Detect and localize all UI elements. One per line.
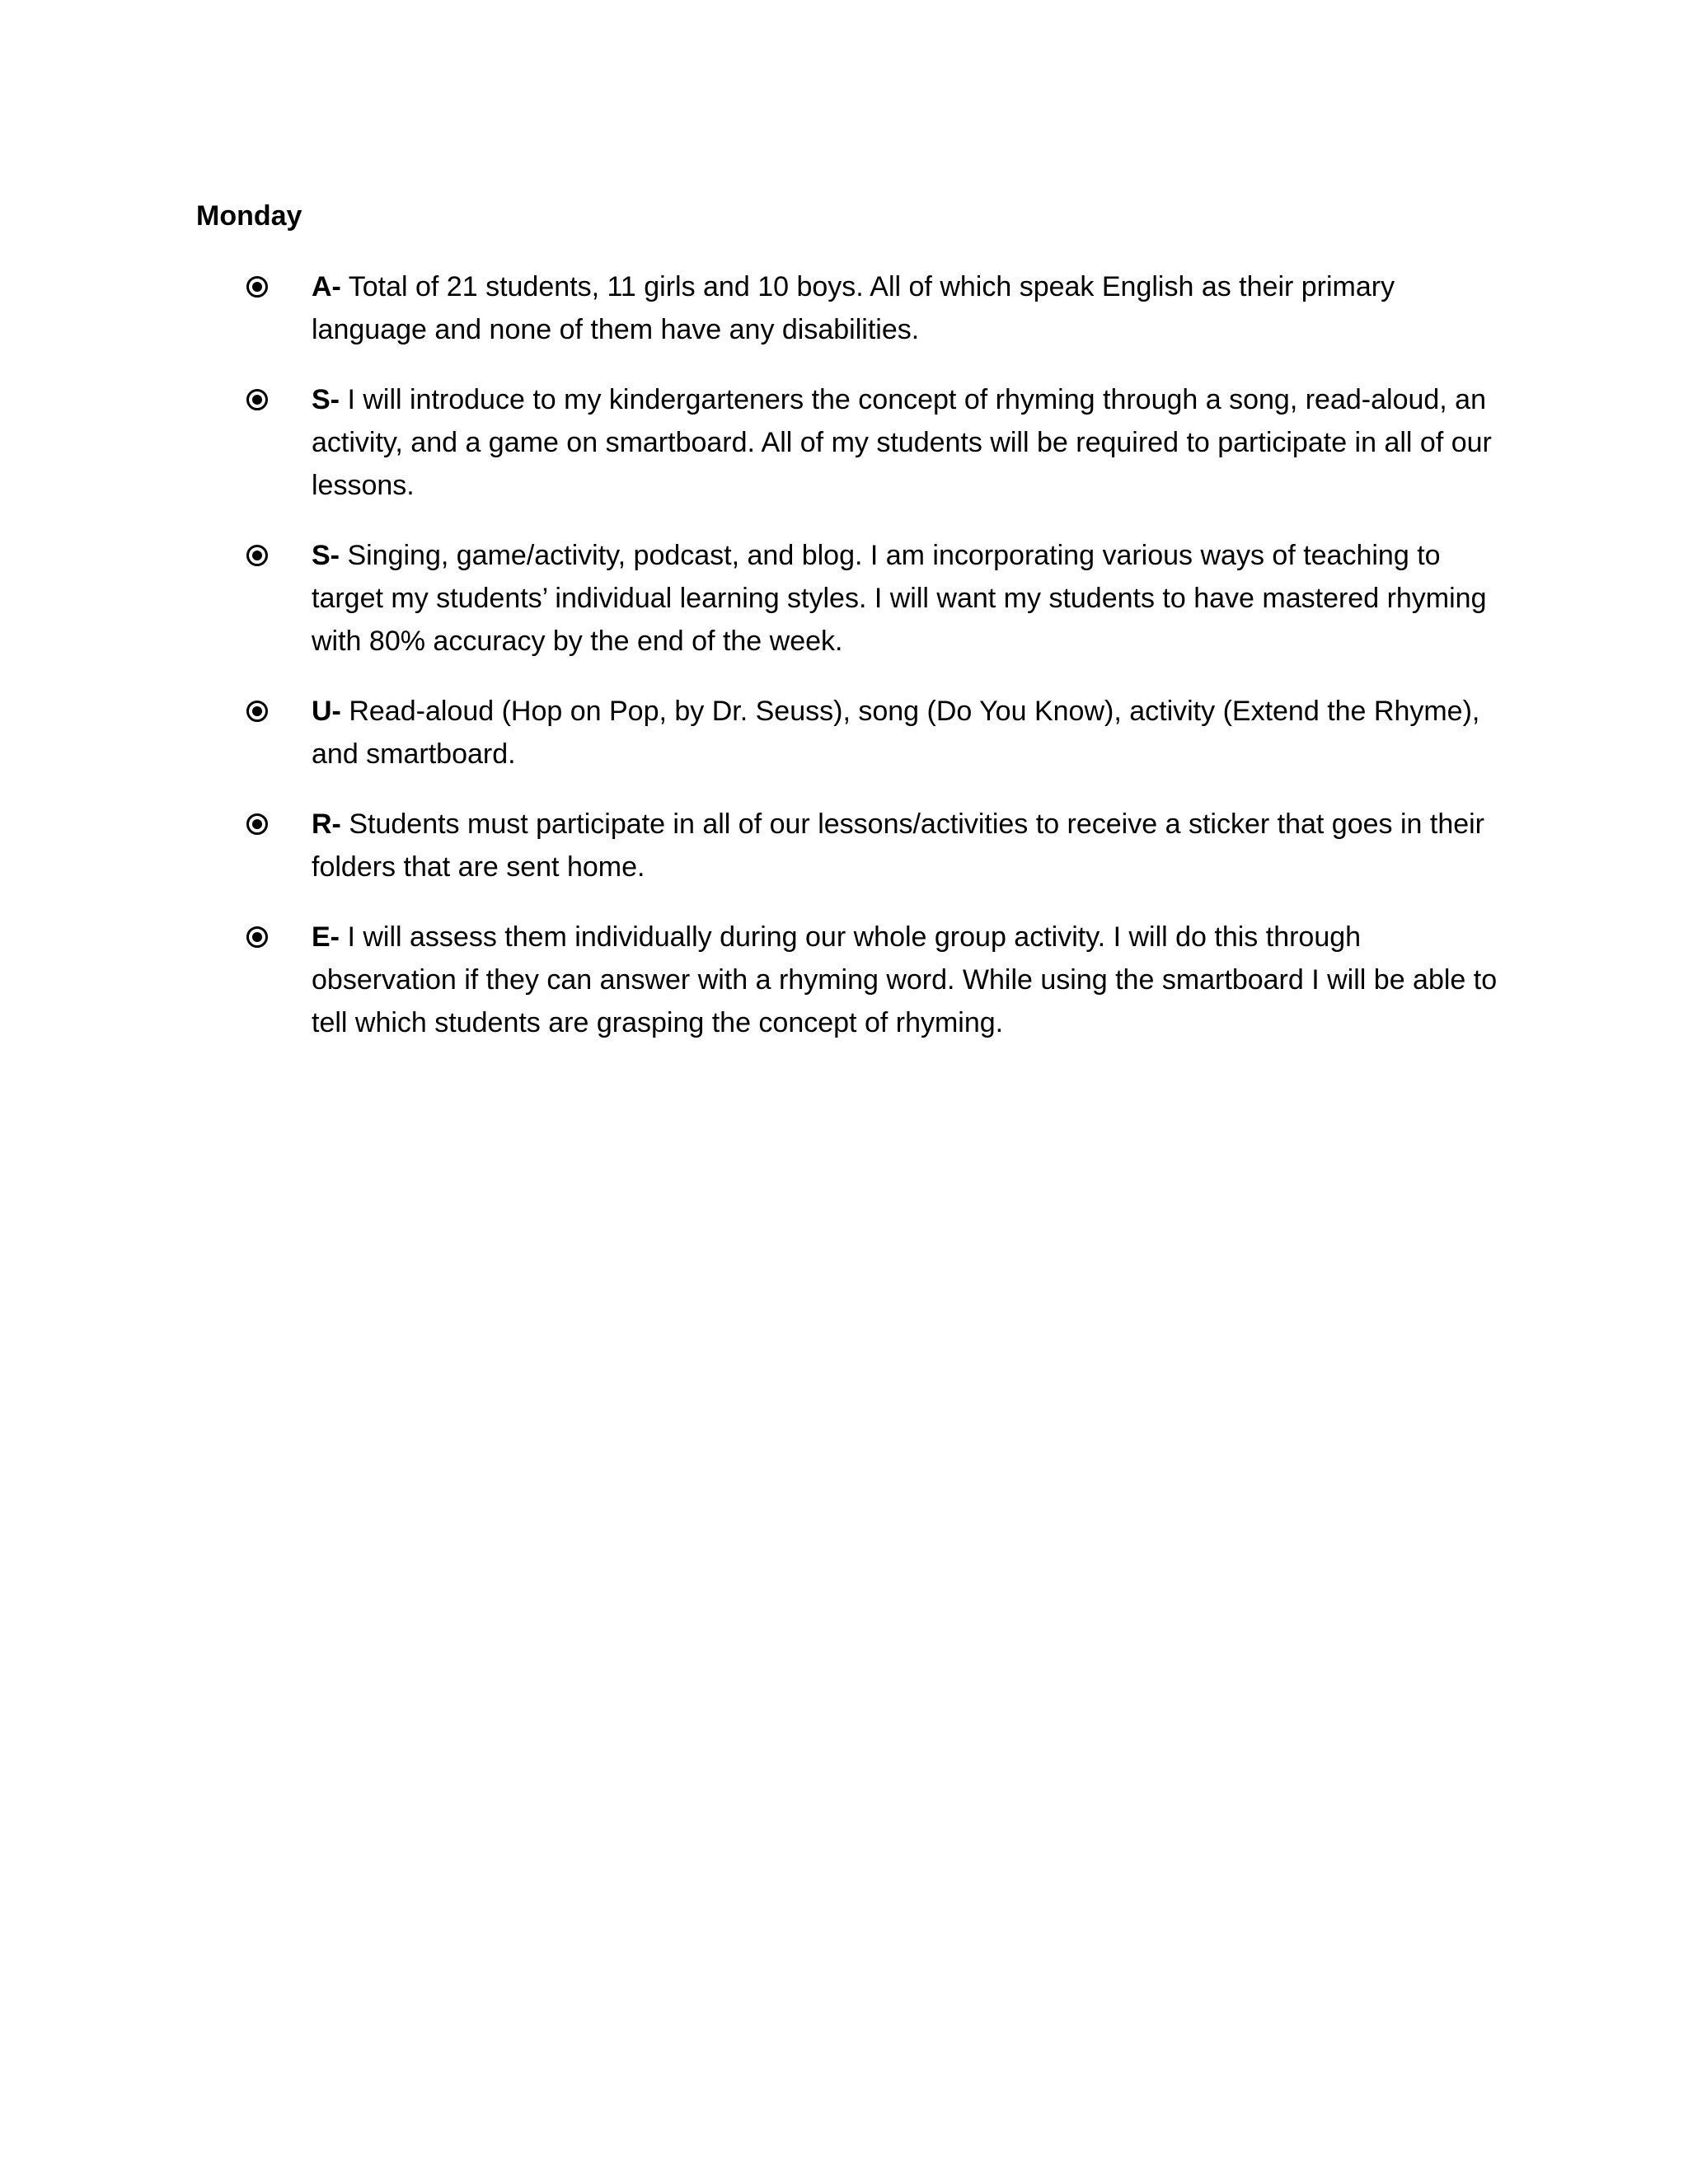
list-item-a bbox=[246, 265, 1498, 351]
list-item-text bbox=[312, 378, 1498, 507]
list-item-body: Students must participate in all of our lessons/activities to receive a sticker that goes in their folders that are sent home. bbox=[312, 808, 1485, 883]
list-item-body: Total of 21 students, 11 girls and 10 boys. All of which speak English as their primary language and none of them have any disabilities. bbox=[312, 271, 1395, 345]
list-item-s2 bbox=[246, 534, 1498, 663]
list-item-text bbox=[312, 534, 1498, 663]
radio-bullet-icon bbox=[246, 813, 269, 836]
list-item-letter: R- bbox=[312, 808, 341, 840]
list-item-letter: E- bbox=[312, 921, 340, 953]
list-item-body: I will assess them individually during our whole group activity. I will do this through observation if they can answer with a rhyming word. While using the smartboard I will be able to tell which students are grasping the concept of rhyming. bbox=[312, 921, 1498, 1038]
list-item-r bbox=[246, 803, 1498, 888]
list-item-text bbox=[312, 690, 1498, 776]
list-item-body: I will introduce to my kindergarteners the concept of rhyming through a song, read-aloud, an activity, and a game on smartboard. All of my students will be required to participate in all of our lessons. bbox=[312, 384, 1492, 501]
list-item-body: Singing, game/activity, podcast, and blog. I am incorporating various ways of teaching to target my students’ individual learning styles. I will want my students to have mastered rhyming with 80% accuracy by the end of the week. bbox=[312, 540, 1487, 657]
list-item-e bbox=[246, 916, 1498, 1044]
radio-bullet-icon bbox=[246, 275, 269, 298]
list-item-text bbox=[312, 803, 1498, 888]
list-item-letter: S- bbox=[312, 540, 340, 571]
list-item-letter: S- bbox=[312, 384, 340, 415]
list-item-u bbox=[246, 690, 1498, 776]
radio-bullet-icon bbox=[246, 700, 269, 723]
list-item-text bbox=[312, 916, 1498, 1044]
radio-bullet-icon bbox=[246, 926, 269, 949]
list-item-letter: A- bbox=[312, 271, 341, 302]
assure-list bbox=[246, 265, 1498, 1071]
list-item-text bbox=[312, 265, 1498, 351]
page-heading: Monday bbox=[196, 200, 302, 232]
list-item-body: Read-aloud (Hop on Pop, by Dr. Seuss), song (Do You Know), activity (Extend the Rhyme), and smartboard. bbox=[312, 696, 1480, 770]
radio-bullet-icon bbox=[246, 544, 269, 567]
list-item-letter: U- bbox=[312, 696, 341, 727]
list-item-s1 bbox=[246, 378, 1498, 507]
radio-bullet-icon bbox=[246, 388, 269, 411]
